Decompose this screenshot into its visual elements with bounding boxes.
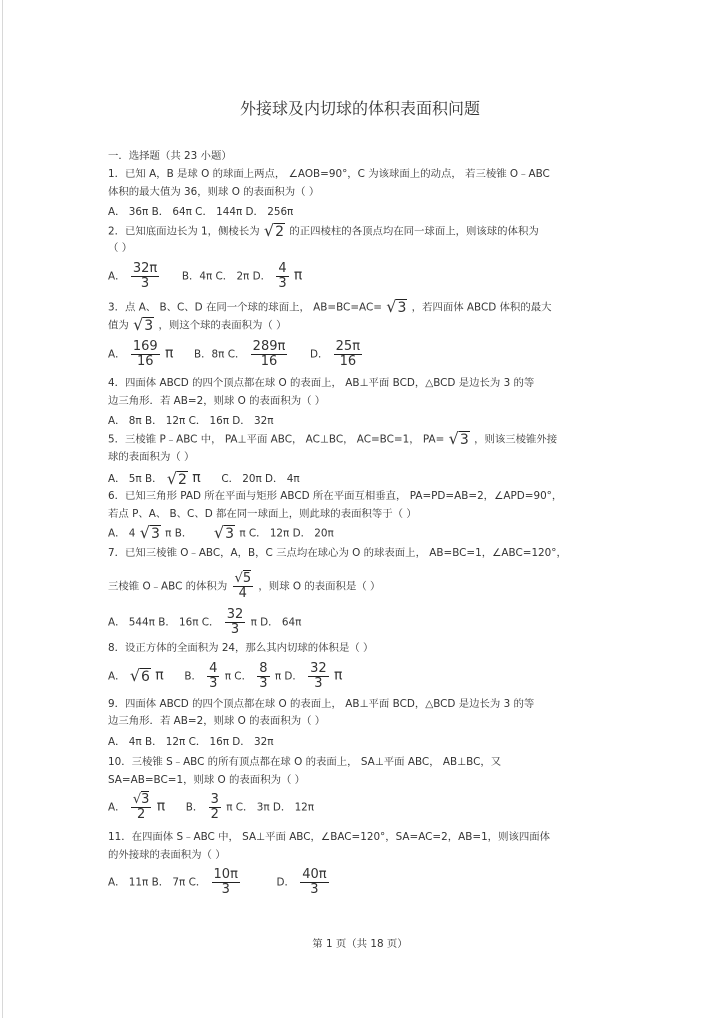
q10-optB-den: 2 (210, 807, 219, 822)
q3-optC-fraction (251, 340, 288, 369)
q10-optA-den: 2 (136, 807, 146, 822)
q8-optD-den: 3 (314, 676, 323, 691)
q8-options (108, 662, 342, 691)
q5-optA-text: A． 5π B． (108, 473, 163, 485)
q3-radical-1: √3 (386, 297, 407, 316)
q10-optA-label: A． (108, 801, 126, 814)
q11-optD-num: 40π (302, 867, 327, 882)
q4-options: A． 8π B． 12π C． 16π D． 32π (108, 415, 274, 427)
q6-optA-radical: √3 (139, 523, 160, 542)
q5-optB-radical: √2 (166, 468, 187, 488)
q8-optB-num: 4 (209, 661, 218, 676)
q3-radicand-1: 3 (397, 300, 407, 316)
q8-optC-den: 3 (259, 676, 268, 691)
q8-optA-label: A． (108, 670, 126, 683)
q3-line2-post: ，则这个球的表面积为（ ） (158, 319, 287, 332)
section-heading: 一．选择题（共 23 小题） (108, 150, 232, 162)
q11-line2: 的外接球的表面积为（ ） (108, 849, 226, 861)
q2-optB-text: B．4π C． 2π D． (181, 270, 272, 283)
q5-line2: 球的表面积为（ ） (108, 451, 195, 463)
q3-optA-den: 16 (136, 354, 154, 369)
q5-radical: √3 (448, 429, 469, 448)
q5-optC-text: C． 20π D． 4π (221, 473, 300, 485)
q7-line1: 7．已知三棱锥 O﹣ABC，A，B，C 三点均在球心为 O 的球表面上， AB=BC=1，∠ABC=120°， (108, 547, 567, 559)
q3-optD-num: 25π (335, 339, 361, 354)
q11-line1: 11．在四面体 S﹣ABC 中， SA⊥平面 ABC，∠BAC=120°，SA=AC=2，AB=1，则该四面体 (108, 831, 551, 843)
q2-options (108, 262, 302, 291)
q10-optA-pi: π (156, 798, 166, 815)
q5-text-pre: 5．三棱锥 P﹣ABC 中， PA⊥平面 ABC， AC⊥BC， AC=BC=1， PA= (108, 433, 445, 446)
q8-optB-den: 3 (209, 676, 218, 691)
q7-options (108, 608, 301, 637)
q3-optA-pi: π (164, 345, 174, 362)
q7-optC-num: 32 (226, 607, 244, 622)
q8-optD-label: π D． (274, 670, 303, 683)
q3-optC-den: 16 (260, 354, 278, 369)
q3-options (108, 340, 364, 369)
q3-line2 (108, 315, 287, 334)
q7-optD-text: π D． 64π (250, 616, 302, 629)
q7-line2 (108, 572, 380, 601)
page-left-edge (2, 0, 3, 1018)
q11-optD-den: 3 (310, 882, 319, 897)
q8-optA-radicand: 6 (141, 669, 150, 685)
q6-line2: 若点 P、A、 B、C、D 都在同一球面上，则此球的表面积等于（ ） (108, 508, 417, 520)
q10-optB-num: 3 (210, 792, 219, 807)
q2-optA-den: 3 (140, 276, 150, 291)
q1-options: A． 36π B． 64π C． 144π D． 256π (108, 206, 294, 218)
q2-optD-num: 4 (278, 261, 287, 276)
q2-optD-den: 3 (278, 276, 287, 291)
q4-line1: 4．四面体 ABCD 的四个顶点都在球 O 的表面上， AB⊥平面 BCD，△BCD 是边长为 3 的等 (108, 377, 535, 389)
q11-optC-fraction (212, 868, 240, 897)
q11-optC-den: 3 (221, 882, 230, 897)
q11-options (108, 868, 331, 897)
q7-text-post: ，则球 O 的表面积是（ ） (258, 580, 381, 593)
q6-options (108, 523, 334, 542)
q10-optA-num: √3 (132, 792, 150, 807)
q10-line1: 10．三棱锥 S﹣ABC 的所有顶点都在球 O 的表面上， SA⊥平面 ABC， AB⊥BC，又 (108, 756, 502, 768)
q8-line1: 8．设正方体的全面积为 24，那么其内切球的体积是（ ） (108, 642, 374, 654)
q3-optD-fraction (334, 340, 362, 369)
q10-optB-fraction (209, 793, 221, 822)
q11-optA-text: A． 11π B． 7π C． (108, 876, 207, 889)
q6-line1: 6．已知三角形 PAD 所在平面与矩形 ABCD 所在平面互相垂直， PA=PD=AB=2，∠APD=90°， (108, 490, 563, 502)
q4-line2: 边三角形．若 AB=2，则球 O 的表面积为（ ） (108, 395, 326, 407)
q7-text-pre: 三棱锥 O﹣ABC 的体积为 (108, 580, 228, 593)
q3-optA-fraction (131, 340, 160, 369)
q8-optD-fraction (308, 662, 329, 691)
q8-optC-label: π C． (224, 670, 252, 683)
q2-radicand: 2 (275, 224, 285, 240)
q8-optA-pi: π (155, 667, 164, 684)
q1-line1: 1．已知 A，B 是球 O 的球面上两点， ∠AOB=90°，C 为该球面上的动点， 若三棱锥 O﹣ABC (108, 168, 550, 180)
q6-optA-radicand: 3 (150, 526, 160, 542)
q9-line2: 边三角形．若 AB=2，则球 O 的表面积为（ ） (108, 715, 326, 727)
q5-optB-pi: π (192, 470, 201, 486)
q3-text-post: ，若四面体 ABCD 体积的最大 (411, 301, 552, 314)
q10-optC-text: π C． 3π D． 12π (226, 801, 315, 814)
q8-optC-fraction (257, 662, 269, 691)
q5-radicand: 3 (459, 432, 469, 448)
q5-line1 (108, 429, 558, 448)
q10-options (108, 793, 314, 822)
q8-optD-num: 32 (310, 661, 327, 676)
q2-optA-fraction (131, 262, 159, 291)
q2-optA-label: A． (108, 270, 126, 283)
q7-volume-den: 4 (238, 586, 247, 601)
q2-line1 (108, 221, 539, 240)
q8-optC-num: 8 (259, 661, 268, 676)
q3-optC-num: 289π (252, 339, 286, 354)
q2-optD-pi: π (293, 267, 303, 284)
q3-optD-den: 16 (339, 354, 357, 369)
q3-optB-text: B．8π C． (194, 348, 246, 361)
q10-optB-label: B． (185, 801, 204, 814)
q6-optB-radical: √3 (213, 523, 234, 542)
q8-optD-pi: π (334, 667, 343, 684)
q8-optB-label: B． (184, 670, 202, 683)
q2-text-pre: 2．已知底面边长为 1，侧棱长为 (108, 225, 260, 238)
q7-optA-text: A． 544π B． 16π C． (108, 616, 220, 629)
q3-radicand-2: 3 (144, 318, 154, 334)
q3-optD-label: D． (309, 348, 329, 361)
q11-optC-num: 10π (213, 867, 238, 882)
q10-optA-fraction (131, 793, 152, 822)
q2-radical: √2 (263, 221, 285, 240)
q3-optA-num: 169 (132, 339, 158, 354)
q11-optD-fraction (300, 868, 328, 897)
q7-volume-fraction (233, 572, 254, 601)
q3-line1 (108, 297, 552, 316)
q8-optA-radical: √6 (129, 666, 150, 685)
q6-optB-radicand: 3 (225, 526, 234, 542)
q3-optA-label: A． (108, 348, 126, 361)
q2-optD-fraction (276, 262, 288, 291)
q8-optB-fraction (207, 662, 219, 691)
q9-line1: 9．四面体 ABCD 的四个顶点都在球 O 的表面上， AB⊥平面 BCD，△BCD 是边长为 3 的等 (108, 698, 535, 710)
q2-optA-num: 32π (132, 261, 158, 276)
q2-line2: （ ） (108, 242, 133, 254)
q7-volume-radicand: 5 (242, 571, 252, 586)
q11-optD-label: D． (276, 876, 295, 889)
q3-line2-pre: 值为 (108, 319, 129, 332)
page-footer: 第 1 页（共 18 页） (312, 938, 408, 950)
q2-text-post: 的正四棱柱的各顶点均在同一球面上，则该球的体积为 (289, 225, 539, 238)
q3-text-pre: 3．点 A、 B、C、D 在同一个球的球面上， AB=BC=AC= (108, 301, 382, 314)
q6-optC-text: π C． 12π D． 20π (239, 527, 334, 540)
q9-options: A． 4π B． 12π C． 16π D． 32π (108, 736, 274, 748)
q5-text-post: ，则该三棱锥外接 (474, 433, 558, 446)
q6-optB-text: π B． (165, 527, 193, 540)
q3-radical-2: √3 (133, 315, 154, 334)
q7-optC-den: 3 (230, 622, 240, 637)
q10-line2: SA=AB=BC=1，则球 O 的表面积为（ ） (108, 774, 306, 786)
q7-optC-fraction (225, 608, 246, 637)
q7-volume-num: √5 (234, 571, 252, 586)
q5-optB-radicand: 2 (178, 471, 187, 488)
q6-optA-text: A． 4 (108, 527, 136, 540)
q5-options (108, 468, 300, 488)
q1-line2: 体积的最大值为 36，则球 O 的表面积为（ ） (108, 186, 320, 198)
page-title: 外接球及内切球的体积表面积问题 (239, 99, 480, 118)
q10-optA-radicand: 3 (141, 792, 150, 807)
